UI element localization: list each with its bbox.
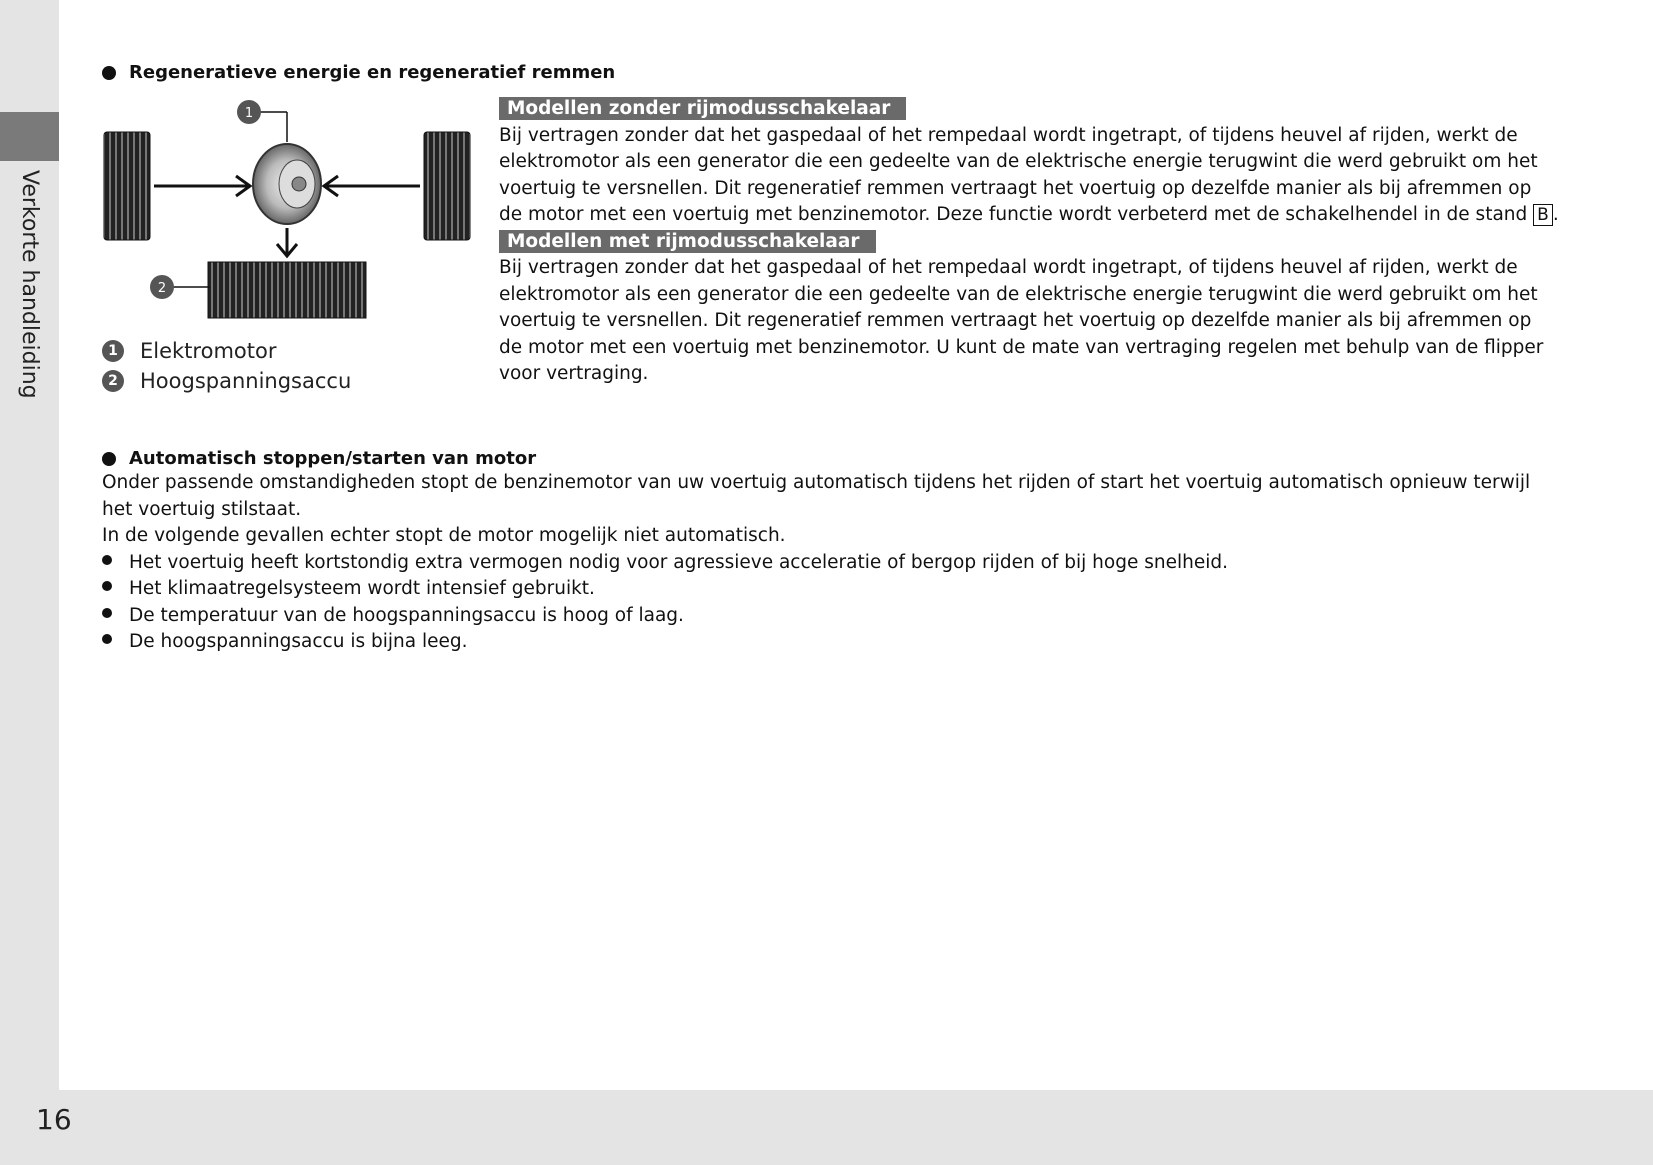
list-item (102, 550, 1562, 577)
legend-number: 2 (102, 370, 124, 392)
bullet-icon (102, 555, 112, 565)
bullet-icon (102, 634, 112, 644)
sidebar-tab-marker (0, 112, 59, 161)
model-a-paragraph (499, 123, 1559, 229)
autostop-section (102, 470, 1562, 656)
list-item (102, 629, 1562, 656)
list-item-text: Het voertuig heeft kortstondig extra vermogen nodig voor agressieve acceleratie of bergop rijden of bij hoge snelheid. (129, 551, 1228, 573)
bullet-dot-icon (102, 66, 116, 80)
model-a-text: Bij vertragen zonder dat het gaspedaal of het rempedaal wordt ingetrapt, of tijdens heuvel af rijden, werkt de elektromotor als een generator die een gedeelte van de elektrische energie terugwint die werd gebruikt om het voertuig te versnellen. Dit regeneratief remmen vertraagt het voertuig op dezelfde manier als bij afremmen op de motor met een voertuig met benzinemotor. Deze functie wordt verbeterd met de schakelhendel in de stand (499, 124, 1538, 225)
legend-number: 1 (102, 340, 124, 362)
legend-label: Hoogspanningsaccu (140, 369, 352, 393)
svg-text:1: 1 (244, 106, 254, 121)
model-tag-without-switch: Modellen zonder rijmodusschakelaar (499, 97, 906, 120)
sidebar (0, 0, 59, 1165)
list-item (102, 603, 1562, 630)
regen-heading-text: Regeneratieve energie en regeneratief remmen (129, 62, 616, 83)
right-wheel-icon (424, 132, 470, 240)
legend-label: Elektromotor (140, 339, 277, 363)
autostop-bullet-list (102, 550, 1562, 656)
list-item-text: Het klimaatregelsysteem wordt intensief gebruikt. (129, 578, 595, 599)
bullet-icon (102, 608, 112, 618)
regen-diagram (102, 96, 472, 326)
model-a-end: . (1552, 204, 1559, 225)
autostop-heading (102, 448, 536, 469)
diagram-legend (102, 336, 351, 396)
electric-motor-icon (253, 144, 321, 224)
autostop-intro-2: In de volgende gevallen echter stopt de motor mogelijk niet automatisch. (102, 525, 786, 546)
regen-heading (102, 62, 615, 83)
list-item (102, 576, 1562, 603)
autostop-intro: Onder passende omstandigheden stopt de benzinemotor van uw voertuig automatisch tijdens het rijden of start het voertuig automatisch opnieuw terwijl het voertuig stilstaat. (102, 472, 1531, 520)
footer-bar (59, 1090, 1653, 1165)
svg-text:2: 2 (157, 281, 167, 296)
model-tag-with-switch: Modellen met rijmodusschakelaar (499, 230, 876, 253)
legend-item (102, 366, 351, 396)
list-item-text: De hoogspanningsaccu is bijna leeg. (129, 631, 468, 652)
bullet-icon (102, 581, 112, 591)
battery-icon (208, 262, 366, 318)
model-b-paragraph: Bij vertragen zonder dat het gaspedaal of het rempedaal wordt ingetrapt, of tijdens heuvel af rijden, werkt de elektromotor als een generator die een gedeelte van de elektrische energie terugwint die werd gebruikt om het voertuig te versnellen. Dit regeneratief remmen vertraagt het voertuig op dezelfde manier als bij afremmen op de motor met een voertuig met benzinemotor. U kunt de mate van vertraging regelen met behulp van de flipper voor vertraging. (499, 257, 1544, 384)
autostop-heading-text: Automatisch stoppen/starten van motor (129, 448, 537, 469)
regen-text-column (499, 96, 1559, 388)
legend-item (102, 336, 351, 366)
sidebar-label: Verkorte handleiding (17, 170, 42, 399)
left-wheel-icon (104, 132, 150, 240)
gear-b-indicator: B (1533, 204, 1553, 226)
page-number: 16 (36, 1103, 72, 1136)
list-item-text: De temperatuur van de hoogspanningsaccu is hoog of laag. (129, 604, 684, 626)
bullet-dot-icon (102, 452, 116, 466)
